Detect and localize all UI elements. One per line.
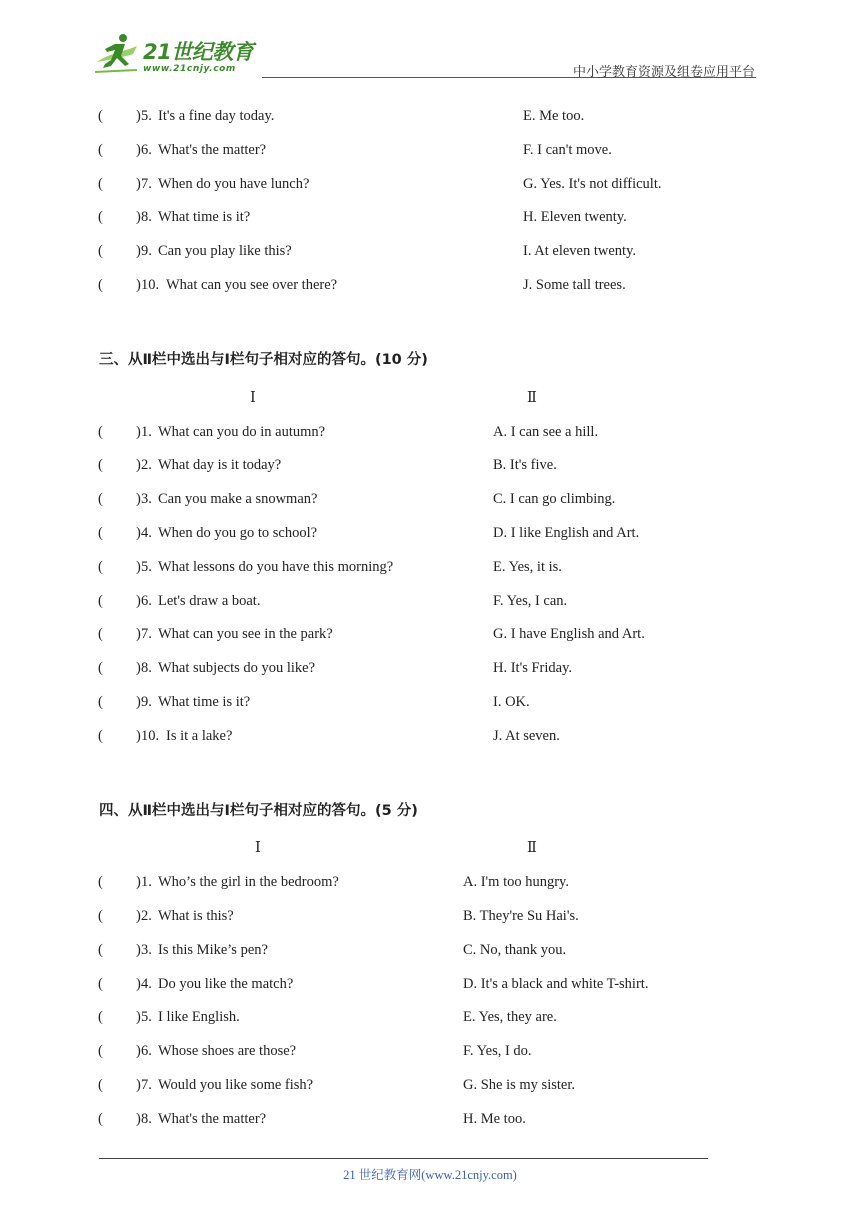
question-text: What can you do in autumn?	[158, 424, 326, 440]
answer-blank-open-paren[interactable]: (	[98, 457, 103, 473]
answer-blank-open-paren[interactable]: (	[98, 277, 103, 293]
question-text: It's a fine day today.	[158, 108, 275, 124]
answer-option: C. No, thank you.	[463, 942, 567, 958]
answer-blank-close-paren: )	[136, 1043, 141, 1059]
question-number: 7.	[141, 1077, 152, 1093]
question-text: Can you make a snowman?	[158, 491, 318, 507]
answer-blank-open-paren[interactable]: (	[98, 1077, 103, 1093]
question-text: I like English.	[158, 1009, 240, 1025]
runner-logo-icon	[93, 32, 139, 76]
question-number: 3.	[141, 942, 152, 958]
answer-blank-open-paren[interactable]: (	[98, 1111, 103, 1127]
question-text: Who’s the girl in the bedroom?	[158, 874, 339, 890]
answer-option: F. Yes, I can.	[493, 593, 568, 609]
logo-url: www.21cnjy.com	[143, 64, 236, 74]
answer-blank-open-paren[interactable]: (	[98, 660, 103, 676]
answer-blank-open-paren[interactable]: (	[98, 176, 103, 192]
question-text: What can you see over there?	[166, 277, 338, 293]
header-divider	[262, 77, 756, 78]
question-text: Do you like the match?	[158, 976, 294, 992]
answer-blank-close-paren: )	[136, 976, 141, 992]
answer-blank-open-paren[interactable]: (	[98, 1009, 103, 1025]
question-text: What can you see in the park?	[158, 626, 333, 642]
answer-blank-close-paren: )	[136, 277, 141, 293]
question-text: When do you have lunch?	[158, 176, 310, 192]
question-text: What time is it?	[158, 209, 251, 225]
answer-blank-open-paren[interactable]: (	[98, 942, 103, 958]
answer-option: J. Some tall trees.	[523, 277, 626, 293]
answer-option: C. I can go climbing.	[493, 491, 616, 507]
answer-blank-close-paren: )	[136, 525, 141, 541]
answer-blank-open-paren[interactable]: (	[98, 728, 103, 744]
answer-blank-close-paren: )	[136, 1077, 141, 1093]
question-text: Is this Mike’s pen?	[158, 942, 268, 958]
answer-blank-open-paren[interactable]: (	[98, 424, 103, 440]
question-text: Can you play like this?	[158, 243, 292, 259]
footer-link[interactable]: 21 世纪教育网(www.21cnjy.com)	[343, 1168, 517, 1182]
answer-option: A. I can see a hill.	[493, 424, 599, 440]
column-one-header: Ⅰ	[250, 390, 256, 406]
page-header	[0, 0, 860, 80]
answer-option: H. It's Friday.	[493, 660, 572, 676]
answer-option: D. It's a black and white T-shirt.	[463, 976, 649, 992]
answer-option: J. At seven.	[493, 728, 560, 744]
answer-blank-close-paren: )	[136, 660, 141, 676]
answer-blank-close-paren: )	[136, 176, 141, 192]
question-number: 9.	[141, 243, 152, 259]
section-heading: 三、从Ⅱ栏中选出与Ⅰ栏句子相对应的答句。(10 分)	[99, 352, 428, 368]
answer-blank-close-paren: )	[136, 942, 141, 958]
answer-blank-close-paren: )	[136, 593, 141, 609]
site-logo[interactable]	[93, 32, 263, 78]
column-one-header: Ⅰ	[255, 840, 261, 856]
question-number: 8.	[141, 660, 152, 676]
question-text: What lessons do you have this morning?	[158, 559, 394, 575]
question-number: 8.	[141, 209, 152, 225]
answer-option: F. Yes, I do.	[463, 1043, 532, 1059]
answer-blank-close-paren: )	[136, 874, 141, 890]
answer-option: B. They're Su Hai's.	[463, 908, 579, 924]
question-number: 1.	[141, 424, 152, 440]
question-number: 4.	[141, 525, 152, 541]
answer-blank-close-paren: )	[136, 108, 141, 124]
answer-blank-open-paren[interactable]: (	[98, 209, 103, 225]
question-text: What subjects do you like?	[158, 660, 316, 676]
question-number: 4.	[141, 976, 152, 992]
answer-blank-close-paren: )	[136, 142, 141, 158]
question-text: Would you like some fish?	[158, 1077, 314, 1093]
answer-option: G. I have English and Art.	[493, 626, 645, 642]
question-number: 1.	[141, 874, 152, 890]
question-text: What is this?	[158, 908, 234, 924]
answer-option: B. It's five.	[493, 457, 557, 473]
answer-blank-open-paren[interactable]: (	[98, 108, 103, 124]
answer-option: G. She is my sister.	[463, 1077, 575, 1093]
section-heading: 四、从Ⅱ栏中选出与Ⅰ栏句子相对应的答句。(5 分)	[99, 803, 418, 819]
answer-blank-open-paren[interactable]: (	[98, 626, 103, 642]
answer-blank-close-paren: )	[136, 728, 141, 744]
answer-blank-open-paren[interactable]: (	[98, 874, 103, 890]
answer-option: E. Yes, they are.	[463, 1009, 557, 1025]
question-number: 7.	[141, 176, 152, 192]
answer-option: H. Eleven twenty.	[523, 209, 627, 225]
question-number: 6.	[141, 593, 152, 609]
answer-option: E. Yes, it is.	[493, 559, 562, 575]
question-text: What day is it today?	[158, 457, 282, 473]
answer-blank-open-paren[interactable]: (	[98, 525, 103, 541]
question-text: What's the matter?	[158, 1111, 267, 1127]
question-number: 10.	[141, 728, 160, 744]
answer-option: E. Me too.	[523, 108, 585, 124]
answer-blank-close-paren: )	[136, 626, 141, 642]
question-text: What time is it?	[158, 694, 251, 710]
answer-blank-open-paren[interactable]: (	[98, 243, 103, 259]
column-two-header: Ⅱ	[527, 390, 537, 406]
answer-blank-close-paren: )	[136, 243, 141, 259]
answer-blank-open-paren[interactable]: (	[98, 559, 103, 575]
answer-blank-open-paren[interactable]: (	[98, 142, 103, 158]
question-number: 3.	[141, 491, 152, 507]
question-text: Whose shoes are those?	[158, 1043, 297, 1059]
answer-blank-close-paren: )	[136, 694, 141, 710]
answer-blank-open-paren[interactable]: (	[98, 1043, 103, 1059]
answer-blank-open-paren[interactable]: (	[98, 694, 103, 710]
question-text: Is it a lake?	[166, 728, 233, 744]
answer-blank-close-paren: )	[136, 1111, 141, 1127]
column-two-header: Ⅱ	[527, 840, 537, 856]
question-number: 7.	[141, 626, 152, 642]
question-number: 5.	[141, 559, 152, 575]
answer-blank-close-paren: )	[136, 209, 141, 225]
answer-option: F. I can't move.	[523, 142, 612, 158]
answer-blank-open-paren[interactable]: (	[98, 593, 103, 609]
answer-blank-close-paren: )	[136, 491, 141, 507]
question-number: 10.	[141, 277, 160, 293]
question-number: 2.	[141, 908, 152, 924]
answer-option: I. OK.	[493, 694, 530, 710]
question-number: 5.	[141, 108, 152, 124]
question-number: 6.	[141, 142, 152, 158]
logo-title: 21世纪教育	[143, 40, 254, 64]
question-text: Let's draw a boat.	[158, 593, 261, 609]
question-text: When do you go to school?	[158, 525, 318, 541]
question-number: 6.	[141, 1043, 152, 1059]
answer-blank-close-paren: )	[136, 908, 141, 924]
answer-option: A. I'm too hungry.	[463, 874, 569, 890]
answer-blank-open-paren[interactable]: (	[98, 491, 103, 507]
answer-option: H. Me too.	[463, 1111, 526, 1127]
answer-option: I. At eleven twenty.	[523, 243, 637, 259]
question-text: What's the matter?	[158, 142, 267, 158]
answer-blank-close-paren: )	[136, 424, 141, 440]
question-number: 9.	[141, 694, 152, 710]
answer-blank-close-paren: )	[136, 559, 141, 575]
answer-blank-open-paren[interactable]: (	[98, 976, 103, 992]
answer-blank-close-paren: )	[136, 457, 141, 473]
answer-blank-close-paren: )	[136, 1009, 141, 1025]
question-number: 2.	[141, 457, 152, 473]
answer-blank-open-paren[interactable]: (	[98, 908, 103, 924]
question-number: 5.	[141, 1009, 152, 1025]
answer-option: G. Yes. It's not difficult.	[523, 176, 662, 192]
question-number: 8.	[141, 1111, 152, 1127]
answer-option: D. I like English and Art.	[493, 525, 640, 541]
site-name: 中小学教育资源及组卷应用平台	[572, 64, 755, 79]
footer-divider	[99, 1158, 708, 1159]
